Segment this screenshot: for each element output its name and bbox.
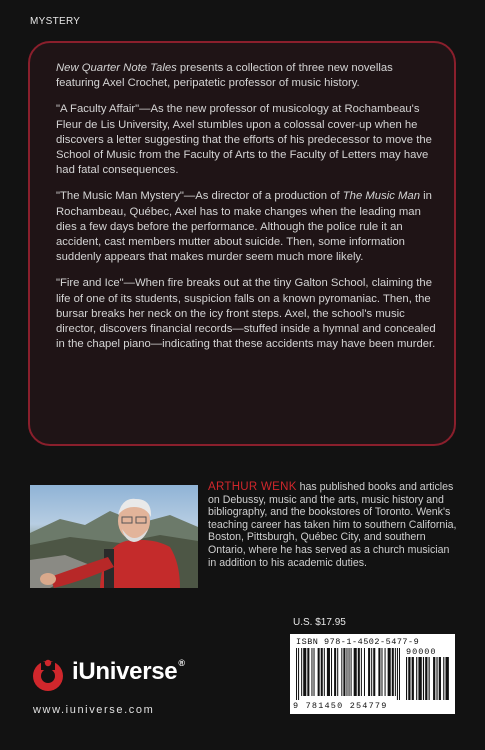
barcode-bar <box>303 648 306 696</box>
author-name: ARTHUR WENK <box>208 481 297 493</box>
intro-paragraph <box>56 61 438 91</box>
barcode-bar <box>321 648 323 696</box>
story2-title: The Music Man <box>342 190 421 203</box>
registered-mark: ® <box>178 658 185 668</box>
barcode-addon-code: 90000 <box>406 647 437 657</box>
author-photo <box>30 485 198 588</box>
barcode-bar <box>433 657 435 700</box>
barcode-bar <box>392 648 394 696</box>
barcode-bar <box>301 648 302 696</box>
barcode-bar <box>341 648 342 696</box>
barcode-bar <box>343 648 345 696</box>
barcode-bar <box>445 657 448 700</box>
barcode-bar <box>307 648 309 696</box>
barcode-bar <box>439 657 441 700</box>
barcode-bar <box>349 648 350 696</box>
book-title: New Quarter Note Tales <box>56 62 177 74</box>
barcode-bar <box>443 657 444 700</box>
iuniverse-mark-icon <box>31 658 67 692</box>
barcode-bar <box>296 648 297 700</box>
barcode-bar <box>371 648 372 696</box>
barcode-bar <box>331 648 332 696</box>
barcode-bar <box>361 648 362 696</box>
barcode-bar <box>318 648 320 696</box>
intro-text: presents a collection of three new novellas featuring Axel Crochet, peripatetic professor of music history. <box>56 62 393 90</box>
addon-barcode-bars <box>406 657 450 700</box>
barcode-bar <box>412 657 414 700</box>
barcode-bar <box>311 648 312 696</box>
publisher-name <box>72 658 185 686</box>
barcode-bar <box>385 648 386 696</box>
barcode-bar <box>418 657 421 700</box>
story-faculty-affair: "A Faculty Affair"—As the new professor of musicology at Rochambeau's Fleur de Lis University, Axel stumbles upon a colossal cover-up when he discovers a letter suggesting that the efforts of his predecessor to move the School of Music from the Faculty of Arts to the Faculty of Letters may have had fatal consequences. <box>56 103 432 177</box>
author-bio-text: has published books and articles on Debussy, music and the arts, music history and bibliography, and the bookstores of Toronto. Wenk's teaching career has taken him to southern California, Boston, Pittsburgh, Québec City, and southern Ontario, where he has served as a church musician in addition to his academic duties. <box>208 481 457 569</box>
barcode-bar <box>436 657 437 700</box>
barcode-bar <box>408 657 410 700</box>
barcode-bar <box>388 648 391 696</box>
barcode-digits: 9 781450 254779 <box>293 701 388 711</box>
story-music-man-mystery <box>56 189 438 265</box>
book-description-panel <box>28 41 456 446</box>
barcode-bar <box>346 648 347 696</box>
story2-lead: "The Music Man Mystery"—As director of a production of <box>56 190 343 203</box>
barcode-bar <box>298 648 299 700</box>
barcode-bar <box>429 657 430 700</box>
barcode-bar <box>351 648 352 696</box>
ean-barcode-bars <box>296 648 400 700</box>
barcode-bar <box>397 648 398 700</box>
barcode-bar <box>381 648 382 696</box>
story-fire-and-ice: "Fire and Ice"—When fire breaks out at the tiny Galton School, claiming the life of one of its students, suspicion falls on a known pyromaniac. Then, the bursar breaks her neck on the icy front steps. Axel, the school's music director, discovers financial records—stuffed inside a hymnal and concealed in the chapel piano—indicating that these accidents may have been murder. <box>56 277 436 351</box>
barcode-bar <box>406 657 407 700</box>
barcode-bar <box>399 648 400 700</box>
publisher-website[interactable]: www.iuniverse.com <box>33 704 155 716</box>
story2-text: in Rochambeau, Québec, Axel has to make changes when the leading man dies a few days before the performance. Although the police rule it an accident, cast members mutter about suicide. Then, some information suddenly appears that makes murder seem much more likely. <box>56 190 432 264</box>
publisher-logo <box>31 654 221 694</box>
barcode-bar <box>416 657 417 700</box>
barcode-bar <box>368 648 370 696</box>
genre-label: MYSTERY <box>30 16 81 27</box>
publisher-name-text: iUniverse <box>72 658 178 685</box>
barcode-bar <box>354 648 357 696</box>
barcode-bar <box>373 648 375 696</box>
barcode-bar <box>337 648 338 696</box>
barcode-bar <box>327 648 330 696</box>
barcode-bar <box>358 648 360 696</box>
author-bio <box>208 481 460 569</box>
barcode-bar <box>378 648 380 696</box>
barcode-bar <box>324 648 325 696</box>
barcode-bar <box>425 657 427 700</box>
barcode-bar <box>395 648 396 696</box>
isbn-number: ISBN 978-1-4502-5477-9 <box>296 637 420 647</box>
price-label: U.S. $17.95 <box>293 617 346 628</box>
author-section <box>30 481 460 588</box>
barcode-bar <box>364 648 365 696</box>
barcode-bar <box>314 648 315 696</box>
barcode-bar <box>423 657 424 700</box>
barcode-bar <box>334 648 336 696</box>
isbn-barcode <box>290 634 455 714</box>
